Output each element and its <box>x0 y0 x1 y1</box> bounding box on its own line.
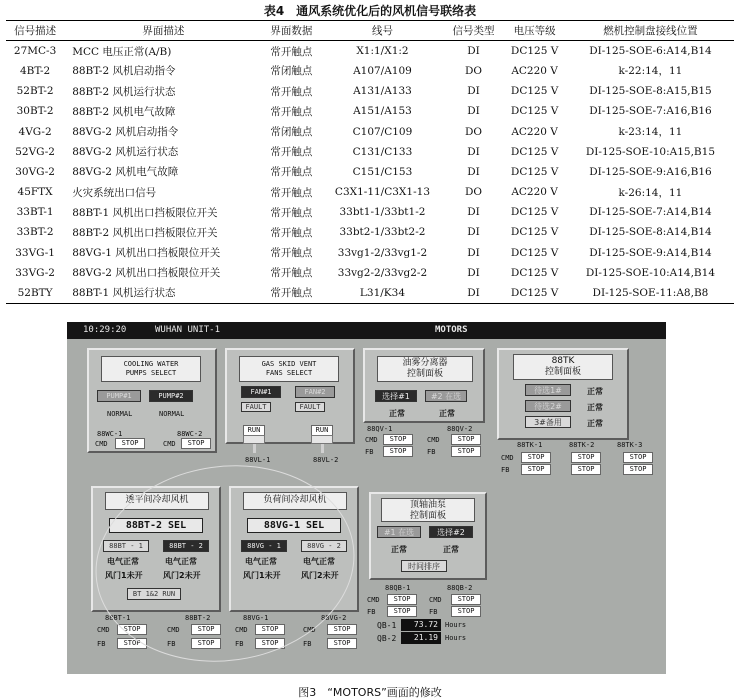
table-cell: AC220 V <box>511 186 558 199</box>
bt2-damper: 风门2未开 <box>163 571 201 580</box>
table-cell: 常闭触点 <box>270 65 313 78</box>
jacking-st1: 正常 <box>391 545 407 554</box>
tank-st3: 正常 <box>587 419 603 428</box>
table-cell: 33VG-1 <box>15 246 55 259</box>
table-row <box>6 243 734 263</box>
vg2-button[interactable]: 88VG - 2 <box>301 540 347 552</box>
table-cell: 88VG-1 风机出口挡板限位开关 <box>72 247 221 260</box>
vl1-tag: 88VL-1 <box>245 456 271 464</box>
bt1-tag: 88BT-1 <box>105 614 131 622</box>
turbine-fan-selection: 88BT-2 SEL <box>109 518 203 533</box>
qv2-cmd-status: STOP <box>451 434 481 445</box>
table-cell: 常开触点 <box>270 85 313 98</box>
table-header-row <box>6 21 734 41</box>
turbine-fan-title: 透平间冷却风机 <box>105 492 209 510</box>
table-cell: DI <box>467 266 480 279</box>
table-cell: 33bt1-1/33bt1-2 <box>339 206 426 219</box>
table-cell: 30VG-2 <box>15 165 55 178</box>
wc1-status: STOP <box>115 438 145 449</box>
table-cell: 88BT-2 风机出口挡板限位开关 <box>72 226 218 239</box>
table-row <box>6 142 734 162</box>
tk3-fb-status: STOP <box>623 464 653 475</box>
table-cell: 88BT-2 风机启动指令 <box>72 65 176 78</box>
table-cell: DI-125-SOE-8:A14,B14 <box>589 226 712 239</box>
bt-cmd-label: CMD <box>97 626 110 634</box>
vg-fb-label: FB <box>235 640 244 648</box>
table-cell: 33BT-2 <box>16 226 54 239</box>
qb2-hours-value: 21.19 <box>401 632 441 644</box>
vg2-fb-status: STOP <box>327 638 357 649</box>
qb1-hours-label: QB-1 <box>377 621 397 630</box>
table-cell: k-22:14，11 <box>618 65 683 78</box>
table-cell: 30BT-2 <box>16 105 54 118</box>
table-cell: L31/K34 <box>359 286 405 299</box>
table-cell: 88VG-2 风机启动指令 <box>72 126 179 139</box>
qb2-hours-label: QB-2 <box>377 634 397 643</box>
table-cell: C151/C153 <box>352 165 413 178</box>
table-cell: DI-125-SOE-9:A16,B16 <box>589 165 712 178</box>
qb1-tag: 88QB-1 <box>385 584 411 592</box>
tk2-fb-status: STOP <box>571 464 601 475</box>
bt2-tag: 88BT-2 <box>185 614 211 622</box>
bt-fb-label: FB <box>97 640 106 648</box>
table-row <box>6 222 734 242</box>
jacking-sel1[interactable]: #1 在选 <box>377 526 421 538</box>
table-row <box>6 162 734 182</box>
table-cell: DI <box>467 286 480 299</box>
table-cell: C131/C133 <box>352 145 413 158</box>
table-row <box>6 101 734 121</box>
table-cell: A131/A133 <box>353 85 412 98</box>
table-cell: AC220 V <box>511 125 558 138</box>
table-cell: DI-125-SOE-9:A14,B14 <box>589 246 712 259</box>
vg1-tag: 88VG-1 <box>243 614 269 622</box>
tank-backup3[interactable]: 3#备用 <box>525 416 571 428</box>
table-cell: DI-125-SOE-7:A16,B16 <box>589 105 712 118</box>
tk-cmd-label: CMD <box>501 454 514 462</box>
cooling-water-title: COOLING WATER PUMPS SELECT <box>101 356 201 382</box>
table-cell: 88BT-1 风机运行状态 <box>72 287 176 300</box>
table-caption: 表4 通风系统优化后的风机信号联络表 <box>263 4 477 18</box>
table-cell: 常开触点 <box>270 45 313 58</box>
vl1-fan-icon <box>243 435 265 453</box>
vg2-fb-label: FB <box>303 640 312 648</box>
tk3-tag: 88TK-3 <box>617 441 643 449</box>
bt2-cmd-label: CMD <box>167 626 180 634</box>
qb1-cmd-status: STOP <box>387 594 417 605</box>
pump1-mode: NORMAL <box>107 410 133 418</box>
table-cell: DC125 V <box>510 165 559 178</box>
tank-title: 88TK 控制面板 <box>513 354 613 380</box>
table-cell: DI <box>467 85 480 98</box>
bt2-fb-status: STOP <box>191 638 221 649</box>
qb2-fb-label: FB <box>429 608 438 616</box>
table-cell: A151/A153 <box>353 105 412 118</box>
bt2-fb-label: FB <box>167 640 176 648</box>
table-cell: 88VG-2 风机运行状态 <box>72 146 179 159</box>
table-row <box>6 182 734 202</box>
table-cell: 常开触点 <box>270 226 313 239</box>
table-cell: DI-125-SOE-11:A8,B8 <box>592 286 709 299</box>
table-cell: k-23:14，11 <box>618 126 683 139</box>
qv1-fb-status: STOP <box>383 446 413 457</box>
tk-fb-label: FB <box>501 466 510 474</box>
table-cell: DI-125-SOE-7:A14,B14 <box>589 206 712 219</box>
table-cell: AC220 V <box>511 64 558 77</box>
qb1-hours-unit: Hours <box>445 621 467 629</box>
table-cell: 火灾系统出口信号 <box>72 186 157 199</box>
table-cell: DI <box>467 226 480 239</box>
wc2-tag: 88WC-2 <box>177 430 203 438</box>
table-cell: C107/C109 <box>352 125 413 138</box>
table-row <box>6 61 734 81</box>
table-row <box>6 283 734 303</box>
qv2-tag: 88QV-2 <box>447 425 473 433</box>
qv2-fb-label: FB <box>427 448 436 456</box>
qb2-hours-unit: Hours <box>445 634 467 642</box>
clock: 10:29:20 <box>83 325 127 335</box>
qv2-cmd-label: CMD <box>427 436 440 444</box>
bt1-cmd-status: STOP <box>117 624 147 635</box>
tank-standby2[interactable]: 待选2# <box>525 400 571 412</box>
qb-fb-label: FB <box>367 608 376 616</box>
table-cell: 常开触点 <box>270 105 313 118</box>
oil-mist-sel2[interactable]: #2 在选 <box>425 390 467 402</box>
load-fan-title: 负荷间冷却风机 <box>243 492 347 510</box>
vl2-run: RUN <box>311 425 333 436</box>
tk1-cmd-status: STOP <box>521 452 551 463</box>
table-cell: X1:1/X1:2 <box>356 45 409 58</box>
pump2-button[interactable]: PUMP#2 <box>149 390 193 402</box>
bt-run-button[interactable]: BT 1&2 RUN <box>127 588 181 600</box>
oil-mist-st2: 正常 <box>439 409 455 418</box>
table-cell: 88BT-1 风机出口挡板限位开关 <box>72 206 218 219</box>
vg2-damper: 风门2未开 <box>301 571 339 580</box>
wc2-status: STOP <box>181 438 211 449</box>
table-cell: 33bt2-1/33bt2-2 <box>339 226 426 239</box>
screen-top-bar <box>67 322 666 339</box>
screen-name: MOTORS <box>435 325 468 335</box>
table-cell: 4BT-2 <box>19 64 51 77</box>
table-cell: DC125 V <box>510 286 559 299</box>
table-cell: 45FTX <box>17 186 53 199</box>
qv-fb-label: FB <box>365 448 374 456</box>
table-cell: DI <box>467 145 480 158</box>
table-cell: 常开触点 <box>270 287 313 300</box>
table-cell: 常开触点 <box>270 146 313 159</box>
wc1-tag: 88WC-1 <box>97 430 123 438</box>
qv-cmd-label: CMD <box>365 436 378 444</box>
table-header-cell: 界面数据 <box>270 25 313 38</box>
table-cell: DI <box>467 45 480 58</box>
qv1-cmd-status: STOP <box>383 434 413 445</box>
qb1-fb-status: STOP <box>387 606 417 617</box>
wc-cmd-label: CMD <box>95 440 108 448</box>
table-header-cell: 信号描述 <box>14 25 57 38</box>
table-cell: DC125 V <box>510 105 559 118</box>
table-cell: DI <box>467 246 480 259</box>
wc2-cmd-label: CMD <box>163 440 176 448</box>
table-cell: C3X1-11/C3X1-13 <box>334 186 431 199</box>
table-cell: 88BT-2 风机运行状态 <box>72 85 176 98</box>
oil-mist-sel1[interactable]: 选择#1 <box>375 390 417 402</box>
bt1-fb-status: STOP <box>117 638 147 649</box>
qb2-fb-status: STOP <box>451 606 481 617</box>
table-cell: 常开触点 <box>270 206 313 219</box>
bt2-elec: 电气正常 <box>165 557 197 566</box>
qb2-cmd-status: STOP <box>451 594 481 605</box>
vg2-tag: 88VG-2 <box>321 614 347 622</box>
jacking-sel2[interactable]: 选择#2 <box>429 526 473 538</box>
vl2-tag: 88VL-2 <box>313 456 339 464</box>
table-row <box>6 81 734 101</box>
tk2-cmd-status: STOP <box>571 452 601 463</box>
tank-standby1[interactable]: 待选1# <box>525 384 571 396</box>
table-cell: DO <box>464 64 483 77</box>
vg2-cmd-label: CMD <box>303 626 316 634</box>
tk1-fb-status: STOP <box>521 464 551 475</box>
table-cell: 33vg1-2/33vg1-2 <box>337 246 428 259</box>
qb1-hours-value: 73.72 <box>401 619 441 631</box>
table-cell: DC125 V <box>510 85 559 98</box>
table-cell: 27MC-3 <box>13 45 57 58</box>
vg2-elec: 电气正常 <box>303 557 335 566</box>
table-cell: DI <box>467 105 480 118</box>
vl1-run: RUN <box>243 425 265 436</box>
pump2-mode: NORMAL <box>159 410 185 418</box>
table-cell: 4VG-2 <box>18 125 52 138</box>
qv1-tag: 88QV-1 <box>367 425 393 433</box>
figure-caption: 图3 “MOTORS”画面的修改 <box>298 686 442 699</box>
table-cell: 33BT-1 <box>16 206 54 219</box>
tank-panel <box>497 348 629 440</box>
vg1-fb-status: STOP <box>255 638 285 649</box>
table-cell: 常开触点 <box>270 247 313 260</box>
table-cell: 52BTY <box>17 286 53 299</box>
table-cell: DC125 V <box>510 246 559 259</box>
table-header-cell: 界面描述 <box>142 25 185 38</box>
table-header-cell: 燃机控制盘接线位置 <box>603 25 698 38</box>
fan2-button[interactable]: FAN#2 <box>295 386 335 398</box>
load-fan-selection: 88VG-1 SEL <box>247 518 341 533</box>
vg-cmd-label: CMD <box>235 626 248 634</box>
table-cell: DC125 V <box>510 45 559 58</box>
table-cell: MCC 电压正常(A/B) <box>72 45 172 58</box>
bt2-button[interactable]: 88BT - 2 <box>163 540 209 552</box>
table-cell: DC125 V <box>510 145 559 158</box>
bt1-button[interactable]: 88BT - 1 <box>103 540 149 552</box>
vg1-damper: 风门1未开 <box>243 571 281 580</box>
jacking-st2: 正常 <box>443 545 459 554</box>
table-header-cell: 信号类型 <box>452 25 495 38</box>
table-cell: 88VG-2 风机出口挡板限位开关 <box>72 267 221 280</box>
tank-st1: 正常 <box>587 387 603 396</box>
table-cell: 常开触点 <box>270 166 313 179</box>
table-cell: 常开触点 <box>270 267 313 280</box>
table-cell: k-26:14，11 <box>618 186 683 199</box>
tk3-cmd-status: STOP <box>623 452 653 463</box>
table-cell: DI <box>467 165 480 178</box>
qb2-tag: 88QB-2 <box>447 584 473 592</box>
vg1-cmd-status: STOP <box>255 624 285 635</box>
fan2-fault: FAULT <box>295 402 325 412</box>
table-cell: DI-125-SOE-6:A14,B14 <box>589 45 712 58</box>
table-row <box>6 121 734 141</box>
gas-vent-title: GAS SKID VENT FANS SELECT <box>239 356 339 382</box>
table-cell: A107/A109 <box>353 64 412 77</box>
qb-cmd-label: CMD <box>367 596 380 604</box>
table-header-cell: 电压等级 <box>513 25 556 38</box>
vg1-elec: 电气正常 <box>245 557 277 566</box>
table-cell: DI-125-SOE-10:A14,B14 <box>585 266 716 279</box>
vg1-button[interactable]: 88VG - 1 <box>241 540 287 552</box>
table-cell: DI-125-SOE-8:A15,B15 <box>589 85 712 98</box>
table-cell: DC125 V <box>510 226 559 239</box>
table-cell: 52BT-2 <box>16 85 54 98</box>
table-row <box>6 41 734 61</box>
table-cell: 88VG-2 风机电气故障 <box>72 166 179 179</box>
table-header-cell: 线号 <box>371 25 393 38</box>
jacking-time-sort[interactable]: 时间排序 <box>401 560 447 572</box>
vl2-fan-icon <box>311 435 333 453</box>
table-cell: DO <box>464 186 483 199</box>
table-cell: DC125 V <box>510 206 559 219</box>
oil-mist-panel <box>363 348 485 423</box>
qb2-cmd-label: CMD <box>429 596 442 604</box>
unit-name: WUHAN UNIT-1 <box>155 325 221 335</box>
tk2-tag: 88TK-2 <box>569 441 595 449</box>
bt2-cmd-status: STOP <box>191 624 221 635</box>
oil-mist-title: 油雾分离器 控制面板 <box>377 356 473 382</box>
tk1-tag: 88TK-1 <box>517 441 543 449</box>
table-cell: DO <box>464 125 483 138</box>
jacking-oil-title: 顶轴油泵 控制面板 <box>381 498 475 522</box>
table-cell: 常开触点 <box>270 186 313 199</box>
fan1-fault: FAULT <box>241 402 271 412</box>
table-cell: 52VG-2 <box>15 145 55 158</box>
vg2-cmd-status: STOP <box>327 624 357 635</box>
fan1-button[interactable]: FAN#1 <box>241 386 281 398</box>
table-row <box>6 202 734 222</box>
table-row <box>6 263 734 283</box>
table-body <box>6 41 734 303</box>
table-cell: 33VG-2 <box>15 266 55 279</box>
table-cell: DI <box>467 206 480 219</box>
table-cell: DC125 V <box>510 266 559 279</box>
table-cell: 33vg2-2/33vg2-2 <box>337 266 428 279</box>
bt1-damper: 风门1未开 <box>105 571 143 580</box>
pump1-button[interactable]: PUMP#1 <box>97 390 141 402</box>
table-cell: 常闭触点 <box>270 126 313 139</box>
bt1-elec: 电气正常 <box>107 557 139 566</box>
oil-mist-st1: 正常 <box>389 409 405 418</box>
qv2-fb-status: STOP <box>451 446 481 457</box>
table-cell: DI-125-SOE-10:A15,B15 <box>585 145 716 158</box>
jacking-oil-panel <box>369 492 487 580</box>
signal-table <box>6 20 734 304</box>
table-cell: 88BT-2 风机电气故障 <box>72 105 176 118</box>
tank-st2: 正常 <box>587 403 603 412</box>
